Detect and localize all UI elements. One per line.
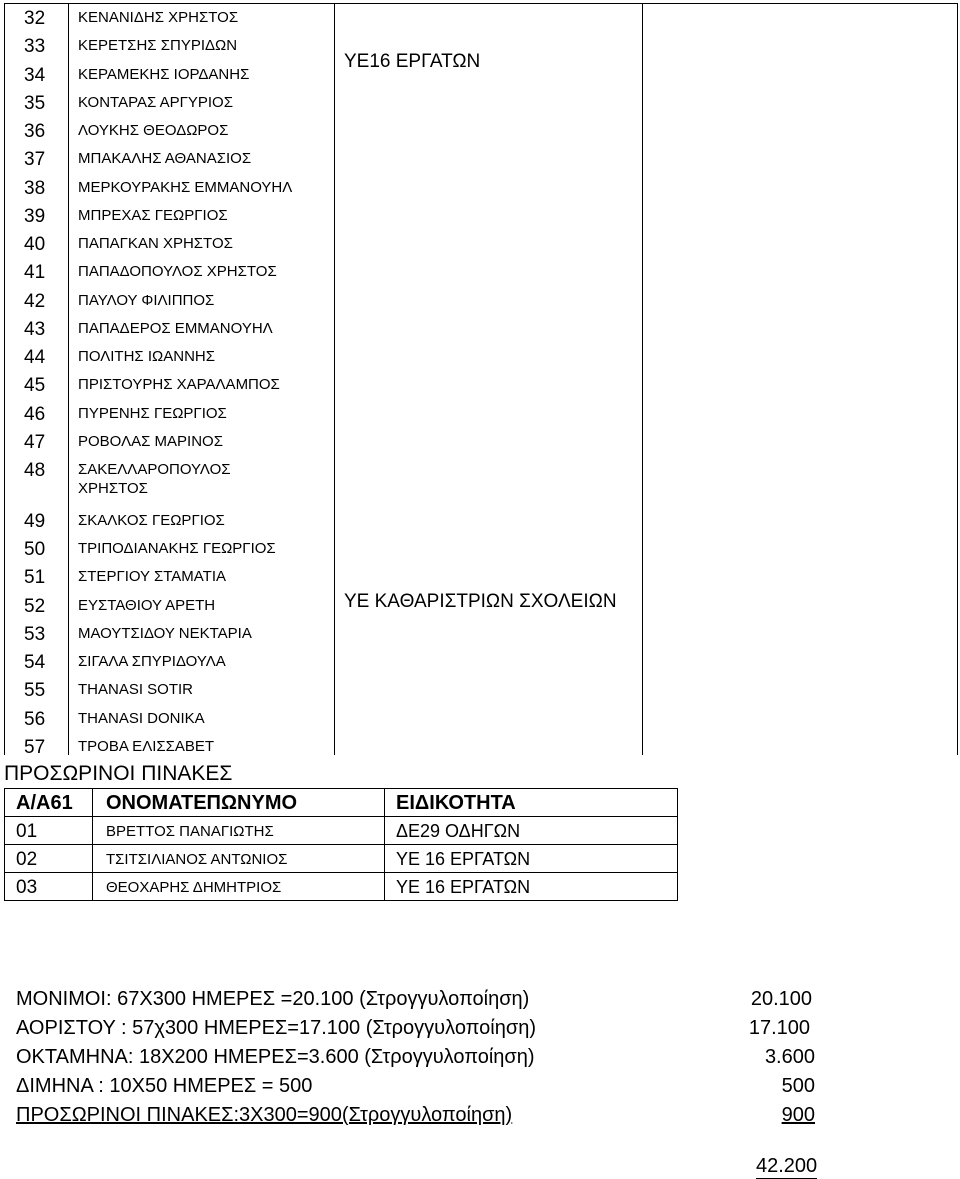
row-name: ΚΟΝΤΑΡΑΣ ΑΡΓΥΡΙΟΣ — [78, 93, 233, 111]
summary-line — [16, 1046, 816, 1072]
row-name: THANASI SOTIR — [78, 681, 194, 699]
grid-line — [68, 3, 69, 755]
row-name: ΠΑΠΑΔΕΡΟΣ ΕΜΜΑΝΟΥΗΛ — [78, 319, 273, 337]
row-name: ΠΡΙΣΤΟΥΡΗΣ ΧΑΡΑΛΑΜΠΟΣ — [78, 376, 280, 394]
summary-label: ΑΟΡΙΣΤΟΥ : 57χ300 ΗΜΕΡΕΣ=17.100 (Στρογγυλοποίηση) — [16, 1017, 536, 1039]
row-name: ΡΟΒΟΛΑΣ ΜΑΡΙΝΟΣ — [78, 432, 223, 450]
summary-line — [16, 988, 816, 1014]
row-number: 49 — [24, 510, 46, 532]
row-number: 43 — [24, 318, 46, 340]
row-name: ΜΑΟΥΤΣΙΔΟΥ ΝΕΚΤΑΡΙΑ — [78, 624, 252, 642]
temp-row-name: ΘΕΟΧΑΡΗΣ ΔΗΜΗΤΡΙΟΣ — [106, 879, 282, 896]
header-specialty: ΕΙΔΙΚΟΤΗΤΑ — [396, 792, 516, 814]
summary-label: ΜΟΝΙΜΟΙ: 67Χ300 ΗΜΕΡΕΣ =20.100 (Στρογγυλοποίηση) — [16, 988, 530, 1010]
temporary-lists-title: ΠΡΟΣΩΡΙΝΟΙ ΠΙΝΑΚΕΣ — [4, 762, 233, 785]
row-name: ΚΕΡΕΤΣΗΣ ΣΠΥΡΙΔΩΝ — [78, 37, 238, 55]
row-number: 40 — [24, 234, 46, 255]
summary-label: ΠΡΟΣΩΡΙΝΟΙ ΠΙΝΑΚΕΣ:3Χ300=900(Στρογγυλοποίηση) — [16, 1104, 513, 1126]
table-line — [4, 788, 678, 789]
summary-value: 3.600 — [764, 1046, 815, 1068]
row-name: ΣΤΕΡΓΙΟΥ ΣΤΑΜΑΤΙΑ — [78, 568, 227, 586]
row-number: 35 — [24, 92, 46, 114]
row-number: 36 — [24, 121, 46, 142]
table-line — [384, 788, 385, 901]
row-name: ΠΟΛΙΤΗΣ ΙΩΑΝΝΗΣ — [78, 348, 216, 365]
summary-line — [16, 1075, 816, 1101]
table-line — [4, 844, 678, 845]
staff-list-table — [4, 3, 958, 758]
row-number: 51 — [24, 567, 46, 589]
row-name: ΕΥΣΤΑΘΙΟΥ ΑΡΕΤΗ — [78, 596, 216, 614]
row-number: 46 — [24, 403, 46, 425]
table-line — [4, 788, 5, 901]
temp-row-number: 02 — [16, 849, 38, 870]
grand-total: 42.200 — [756, 1155, 818, 1177]
grid-line — [642, 3, 643, 755]
summary-label: ΔΙΜΗΝΑ : 10Χ50 ΗΜΕΡΕΣ = 500 — [16, 1075, 313, 1097]
row-number: 53 — [24, 623, 46, 645]
temp-row-specialty: ΔΕ29 ΟΔΗΓΩΝ — [396, 821, 521, 841]
row-name: ΠΑΥΛΟΥ ΦΙΛΙΠΠΟΣ — [78, 291, 215, 309]
row-name: ΜΠΡΕΧΑΣ ΓΕΩΡΓΙΟΣ — [78, 206, 228, 224]
row-name: ΚΕΝΑΝΙΔΗΣ ΧΡΗΣΤΟΣ — [78, 9, 239, 26]
grid-line — [4, 3, 5, 755]
temp-row-name: ΒΡΕΤΤΟΣ ΠΑΝΑΓΙΩΤΗΣ — [106, 823, 274, 840]
row-name: ΜΠΑΚΑΛΗΣ ΑΘΑΝΑΣΙΟΣ — [78, 150, 252, 168]
table-line — [92, 788, 93, 901]
table-line — [4, 900, 678, 901]
row-number: 41 — [24, 262, 46, 284]
grid-line — [957, 3, 958, 755]
row-name: ΚΕΡΑΜΕΚΗΣ ΙΟΡΔΑΝΗΣ — [78, 65, 250, 83]
table-line — [4, 816, 678, 817]
summary-line — [16, 1017, 816, 1043]
temp-row-number: 03 — [16, 877, 38, 898]
row-name: ΣΑΚΕΛΛΑΡΟΠΟΥΛΟΣ — [78, 461, 231, 478]
row-name: ΠΥΡΕΝΗΣ ΓΕΩΡΓΙΟΣ — [78, 404, 227, 422]
row-name: ΣΚΑΛΚΟΣ ΓΕΩΡΓΙΟΣ — [78, 511, 225, 529]
row-name: ΤΡΙΠΟΔΙΑΝΑΚΗΣ ΓΕΩΡΓΙΟΣ — [78, 540, 276, 558]
row-number: 38 — [24, 177, 46, 199]
row-number: 33 — [24, 36, 46, 58]
row-name: ΠΑΠΑΓΚΑΝ ΧΡΗΣΤΟΣ — [78, 235, 233, 252]
row-number: 57 — [24, 736, 46, 758]
row-name: THANASI DONIKA — [78, 709, 205, 727]
row-number: 54 — [24, 652, 46, 674]
row-number: 44 — [24, 347, 46, 368]
row-number: 32 — [24, 8, 46, 29]
temp-row-name: ΤΣΙΤΣΙΛΙΑΝΟΣ ΑΝΤΩΝΙΟΣ — [106, 851, 288, 868]
temporary-lists-table — [4, 788, 678, 901]
summary-value: 900 — [781, 1104, 815, 1126]
row-number: 48 — [24, 460, 46, 481]
row-number: 37 — [24, 149, 46, 171]
temp-row-number: 01 — [16, 821, 38, 842]
row-number: 39 — [24, 205, 46, 227]
row-name: ΣΙΓΑΛΑ ΣΠΥΡΙΔΟΥΛΑ — [78, 653, 226, 671]
row-number: 56 — [24, 708, 46, 730]
header-full-name: ΟΝΟΜΑΤΕΠΩΝΥΜΟ — [106, 792, 298, 814]
row-name: ΜΕΡΚΟΥΡΑΚΗΣ ΕΜΜΑΝΟΥΗΛ — [78, 178, 293, 196]
row-number: 42 — [24, 290, 46, 312]
specialty-workers: ΥΕ16 ΕΡΓΑΤΩΝ — [344, 51, 481, 72]
row-name: ΛΟΥΚΗΣ ΘΕΟΔΩΡΟΣ — [78, 122, 229, 139]
row-number: 47 — [24, 431, 46, 453]
summary-value: 500 — [781, 1075, 815, 1097]
table-line — [677, 788, 678, 901]
row-name: ΤΡΟΒΑ ΕΛΙΣΣΑΒΕΤ — [78, 737, 215, 755]
summary-label: ΟΚΤΑΜΗΝΑ: 18Χ200 ΗΜΕΡΕΣ=3.600 (Στρογγυλοποίηση) — [16, 1046, 535, 1068]
row-number: 52 — [24, 595, 46, 617]
row-number: 34 — [24, 64, 46, 86]
temp-row-specialty: ΥΕ 16 ΕΡΓΑΤΩΝ — [396, 849, 531, 869]
summary-line — [16, 1104, 816, 1130]
table-line — [4, 872, 678, 873]
header-serial-number: Α/Α61 — [16, 792, 73, 814]
grid-line — [4, 3, 958, 4]
row-number: 50 — [24, 539, 46, 561]
row-number: 45 — [24, 375, 46, 397]
summary-value: 17.100 — [748, 1017, 810, 1039]
grid-line — [334, 3, 335, 755]
specialty-cleaners: ΥΕ ΚΑΘΑΡΙΣΤΡΙΩΝ ΣΧΟΛΕΙΩΝ — [344, 591, 617, 612]
row-name-continued: ΧΡΗΣΤΟΣ — [78, 480, 148, 497]
row-number: 55 — [24, 680, 46, 702]
summary-value: 20.100 — [750, 988, 812, 1010]
temp-row-specialty: ΥΕ 16 ΕΡΓΑΤΩΝ — [396, 877, 531, 897]
row-name: ΠΑΠΑΔΟΠΟΥΛΟΣ ΧΡΗΣΤΟΣ — [78, 263, 277, 281]
